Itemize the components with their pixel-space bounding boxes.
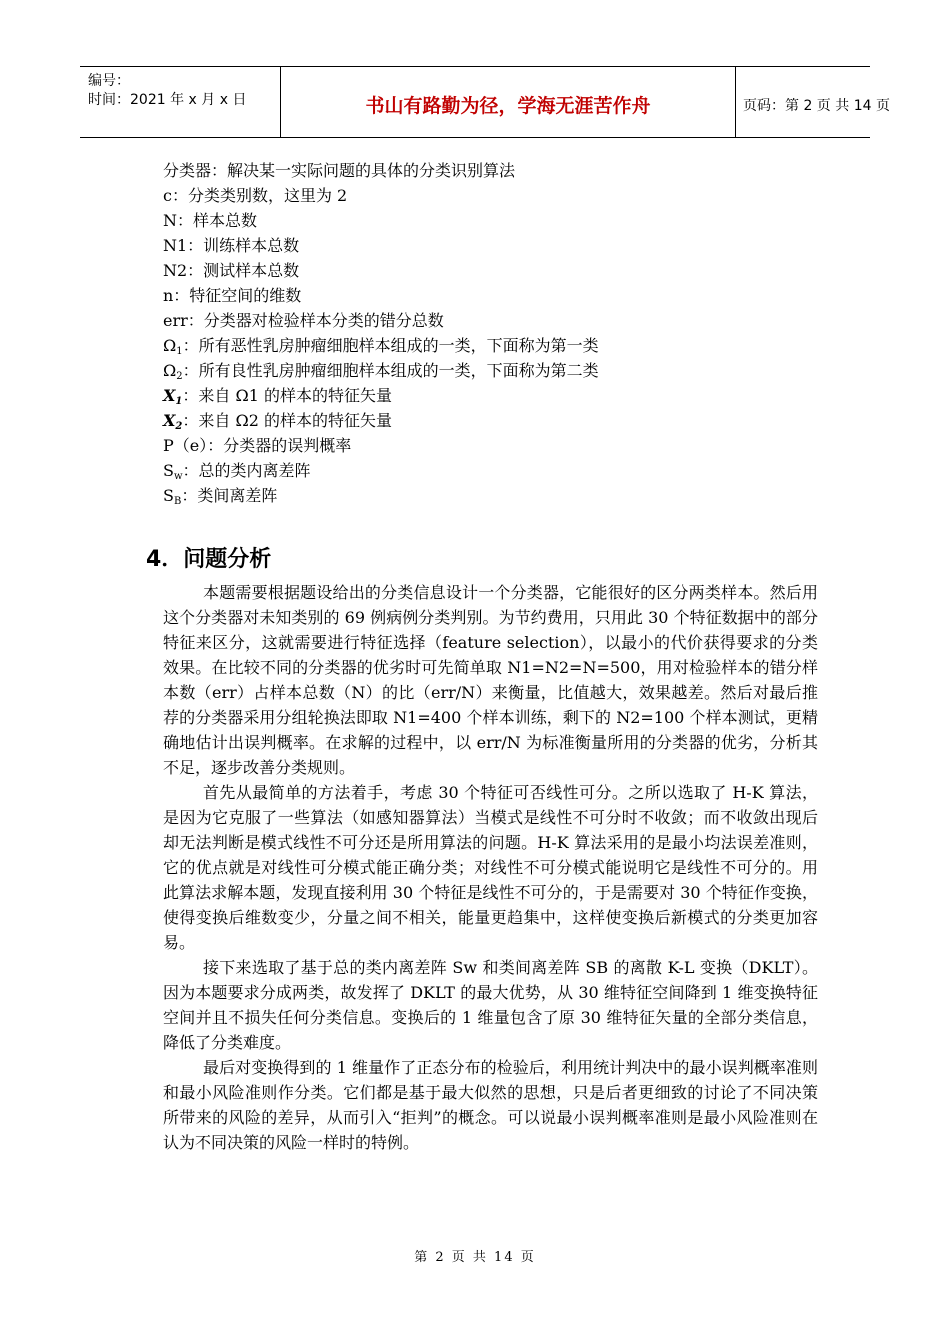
definition-item: n：特征空间的维数 bbox=[163, 286, 302, 305]
document-date-label: 时间：2021 年 x 月 x 日 bbox=[88, 92, 247, 108]
body-paragraph: 接下来选取了基于总的类内离差阵 Sw 和类间离差阵 SB 的离散 K-L 变换（DKLT）。因为本题要求分成两类，故发挥了 DKLT 的最大优势，从 30 维特征空间降到 1 维变换特征空间并且不损失任何分类信息。变换后的 1 维量包含了原 30 维特征矢量的全部分类信息，降低了分类难度。 bbox=[163, 958, 818, 1052]
body-paragraph: 本题需要根据题设给出的分类信息设计一个分类器，它能很好的区分两类样本。然后用这个分类器对未知类别的 69 例病例分类判别。为节约费用，只用此 30 个特征数据中的部分特征来区分，这就需要进行特征选择（feature selection），以最小的代价获得要求的分类效果。在比较不同的分类器的优劣时可先简单取 N1=N2=N=500，用对检验样本的错分样本数（err）占样本总数（N）的比（err/N）来衡量，比值越大，效果越差。然后对最后推荐的分类器采用分组轮换法即取 N1=400 个样本训练，剩下的 N2=100 个样本测试，更精确地估计出误判概率。在求解的过程中，以 err/N 为标准衡量所用的分类器的优劣，分析其不足，逐步改善分类规则。 bbox=[163, 583, 818, 777]
body-paragraph: 首先从最简单的方法着手，考虑 30 个特征可否线性可分。之所以选取了 H-K 算法，是因为它克服了一些算法（如感知器算法）当模式是线性不可分时不收敛；而不收敛出现后却无法判断是模式线性不可分还是所用算法的问题。H-K 算法采用的是最小均法误差准则，它的优点就是对线性可分模式能正确分类；对线性不可分模式能说明它是线性不可分的。用此算法求解本题，发现直接利用 30 个特征是线性不可分的，于是需要对 30 个特征作变换，使得变换后维数变少，分量之间不相关，能量更趋集中，这样使变换后新模式的分类更加容易。 bbox=[163, 783, 818, 952]
body-paragraph: 最后对变换得到的 1 维量作了正态分布的检验后，利用统计判决中的最小误判概率准则和最小风险准则作分类。它们都是基于最大似然的思想，只是后者更细致的讨论了不同决策所带来的风险的差异，从而引入“拒判”的概念。可以说最小误判概率准则是最小风险准则在认为不同决策的风险一样时的特例。 bbox=[163, 1058, 818, 1152]
definition-item: $X_2$：来自 Ω2 的样本的特征矢量 bbox=[163, 411, 393, 432]
header-page-info: 页码：第 2 页 共 14 页 bbox=[743, 98, 890, 114]
definition-item: $\Omega_1$：所有恶性乳房肿瘤细胞样本组成的一类，下面称为第一类 bbox=[163, 336, 599, 357]
definition-item: N2：测试样本总数 bbox=[163, 261, 300, 280]
header-page-cell bbox=[735, 67, 890, 137]
header-meta-cell bbox=[80, 67, 280, 137]
definitions-list bbox=[163, 158, 823, 508]
definition-item: c：分类类别数，这里为 2 bbox=[163, 186, 348, 205]
definition-item: $S_B$：类间离差阵 bbox=[163, 486, 278, 507]
header-motto-cell bbox=[280, 67, 736, 137]
section-body bbox=[163, 580, 818, 1155]
section-heading: 4．问题分析 bbox=[146, 547, 272, 572]
definition-item: 分类器：解决某一实际问题的具体的分类识别算法 bbox=[163, 161, 516, 180]
definition-item: $S_w$：总的类内离差阵 bbox=[163, 461, 311, 482]
definition-item: N1：训练样本总数 bbox=[163, 236, 300, 255]
definition-item: P（e）：分类器的误判概率 bbox=[163, 436, 352, 455]
header-motto: 书山有路勤为径，学海无涯苦作舟 bbox=[365, 95, 651, 117]
page-header bbox=[80, 66, 890, 138]
document-number-label: 编号： bbox=[88, 73, 130, 89]
definition-item: $X_1$：来自 Ω1 的样本的特征矢量 bbox=[163, 386, 393, 407]
definition-item: $\Omega_2$：所有良性乳房肿瘤细胞样本组成的一类，下面称为第二类 bbox=[163, 361, 599, 382]
definition-item: err：分类器对检验样本分类的错分总数 bbox=[163, 311, 444, 330]
definition-item: N：样本总数 bbox=[163, 211, 258, 230]
page-footer: 第 2 页 共 14 页 bbox=[414, 1250, 536, 1265]
